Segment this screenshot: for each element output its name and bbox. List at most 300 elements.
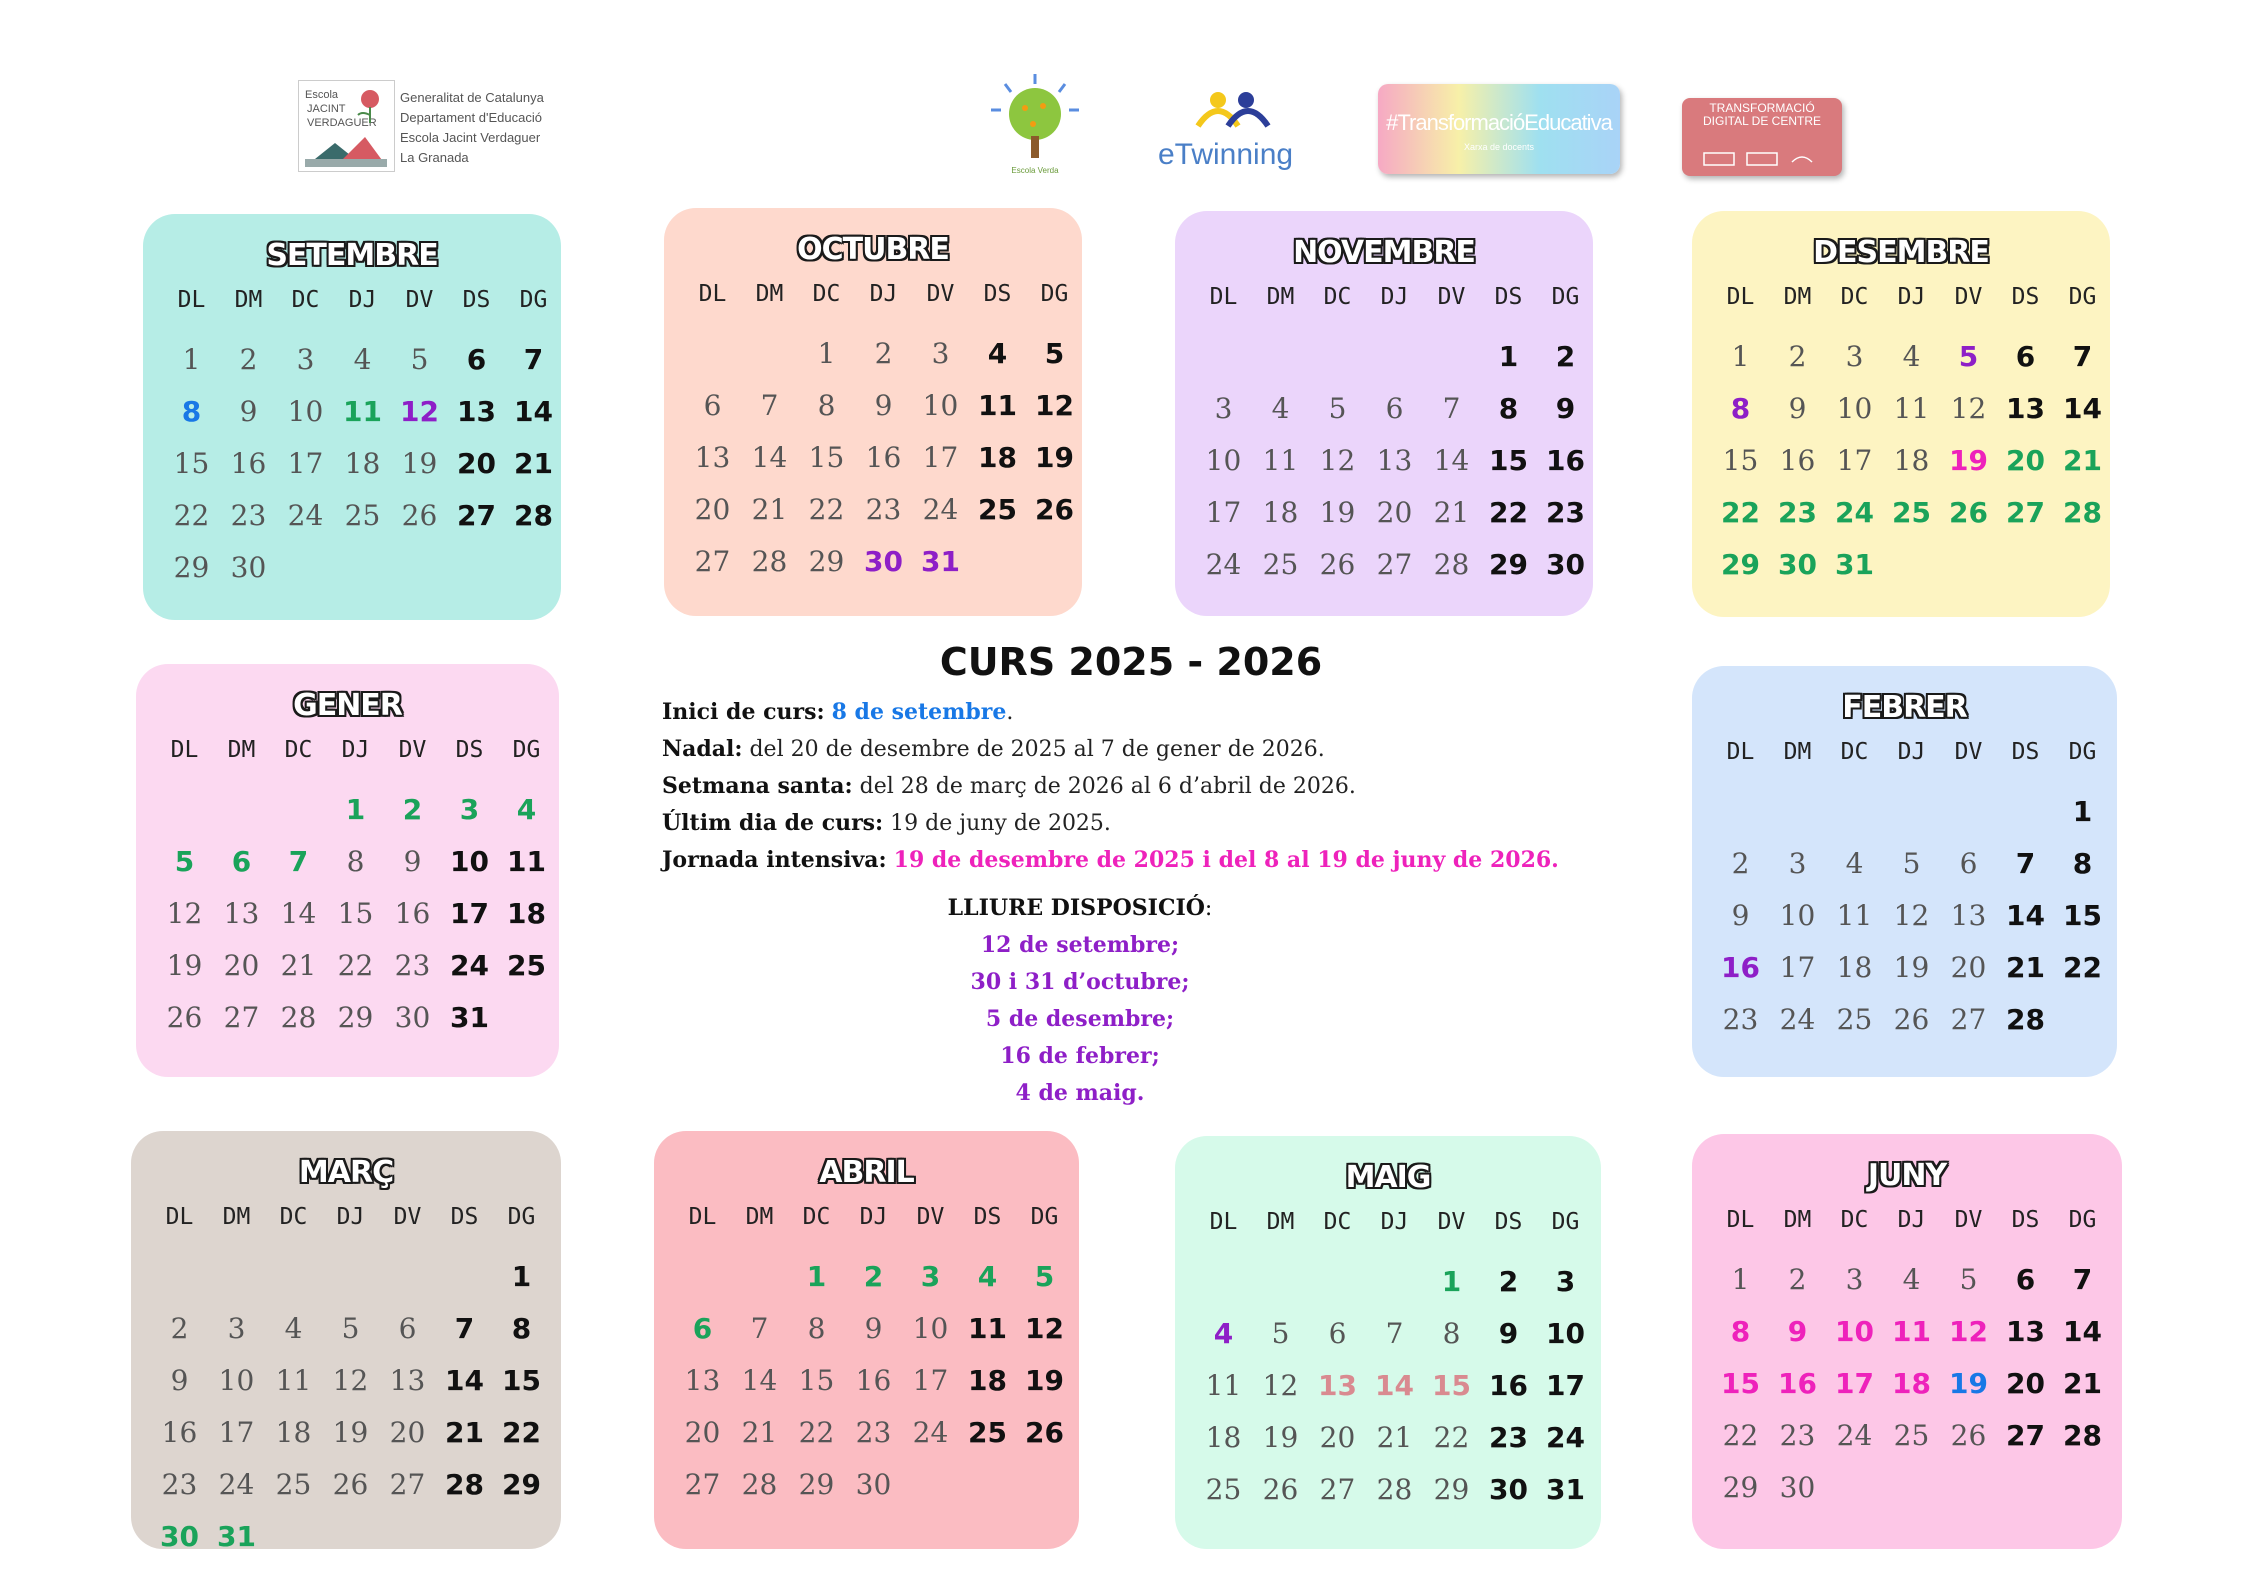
etwinning-icon [1188, 86, 1278, 136]
weekday-header: DJ [336, 1204, 365, 1230]
day-cell: 13 [223, 897, 260, 930]
day-cell: 3 [1555, 1265, 1576, 1298]
day-cell: 23 [855, 1416, 892, 1449]
month-marc [131, 1131, 561, 1553]
day-cell: 24 [1835, 496, 1874, 529]
weekday-header: DS [2011, 1207, 2040, 1233]
day-cell: 24 [1205, 548, 1242, 581]
weekday-header: DS [1494, 1209, 1523, 1235]
weekday-header: DJ [348, 287, 377, 313]
info-line-ultim-dia [662, 805, 1622, 842]
day-cell: 13 [2006, 392, 2045, 425]
day-cell: 13 [2006, 1315, 2045, 1348]
free-days [880, 890, 1280, 1112]
free-day-item: 12 de setembre; [980, 932, 1180, 958]
day-cell: 17 [922, 441, 959, 474]
school-text-line3: Escola Jacint Verdaguer [400, 130, 541, 145]
day-cell: 2 [1555, 340, 1576, 373]
info-label: Jornada intensiva: [662, 847, 887, 873]
day-cell: 30 [1489, 1473, 1528, 1506]
day-cell: 12 [400, 395, 439, 428]
day-cell: 24 [1779, 1003, 1816, 1036]
weekday-header: DG [1551, 1209, 1580, 1235]
day-cell: 30 [1778, 548, 1817, 581]
day-cell: 10 [287, 395, 324, 428]
weekday-header: DJ [1897, 739, 1926, 765]
free-days-title-text: LLIURE DISPOSICIÓ [947, 895, 1205, 921]
day-cell: 9 [1731, 899, 1750, 932]
day-cell: 25 [507, 949, 546, 982]
day-cell: 17 [1835, 1367, 1874, 1400]
day-cell: 25 [275, 1468, 312, 1501]
day-cell: 20 [457, 447, 496, 480]
weekday-header: DV [1954, 739, 1983, 765]
weekday-header: DJ [1897, 284, 1926, 310]
day-cell: 25 [1836, 1003, 1873, 1036]
transformacio-label: #TransformacióEducativa [1386, 110, 1612, 135]
day-cell: 19 [1949, 444, 1988, 477]
day-cell: 8 [1442, 1317, 1461, 1350]
month-grid [1712, 734, 2111, 1046]
day-cell: 6 [2015, 1263, 2036, 1296]
weekday-header: DV [398, 737, 427, 763]
day-cell: 16 [1489, 1369, 1528, 1402]
day-cell: 20 [694, 493, 731, 526]
day-cell: 12 [1319, 444, 1356, 477]
weekday-header: DV [926, 281, 955, 307]
day-cell: 22 [798, 1416, 835, 1449]
weekday-header: DG [512, 737, 541, 763]
weekday-header: DC [1323, 284, 1352, 310]
info-text [887, 848, 894, 873]
day-cell: 28 [280, 1001, 317, 1034]
day-cell: 14 [1375, 1369, 1414, 1402]
day-cell: 4 [1845, 847, 1864, 880]
day-cell: 5 [410, 343, 429, 376]
day-cell: 4 [987, 337, 1008, 370]
day-cell: 11 [1892, 1315, 1931, 1348]
free-day-item: 4 de maig. [1015, 1080, 1145, 1106]
day-cell: 16 [1778, 1367, 1817, 1400]
weekday-header: DL [688, 1204, 717, 1230]
day-cell: 11 [1205, 1369, 1242, 1402]
day-cell: 22 [1721, 496, 1760, 529]
weekday-header: DG [2068, 739, 2097, 765]
day-cell: 7 [1385, 1317, 1404, 1350]
info-line-setmana-santa [662, 768, 1622, 805]
day-cell: 26 [1319, 548, 1356, 581]
day-cell: 30 [230, 551, 267, 584]
weekday-header: DM [227, 737, 256, 763]
day-cell: 21 [1433, 496, 1470, 529]
day-cell: 21 [2006, 951, 2045, 984]
day-cell: 28 [2063, 1419, 2102, 1452]
day-cell: 19 [401, 447, 438, 480]
day-cell: 14 [280, 897, 317, 930]
etwinning-label: eTwinning [1158, 138, 1294, 171]
day-cell: 14 [514, 395, 553, 428]
day-cell: 2 [863, 1260, 884, 1293]
day-cell: 12 [1025, 1312, 1064, 1345]
day-cell: 23 [865, 493, 902, 526]
weekday-header: DL [698, 281, 727, 307]
digital-logo [1682, 98, 1842, 176]
weekday-header: DL [165, 1204, 194, 1230]
weekday-header: DS [2011, 739, 2040, 765]
day-cell: 20 [1950, 951, 1987, 984]
day-cell: 3 [227, 1312, 246, 1345]
day-cell: 14 [445, 1364, 484, 1397]
weekday-header: DJ [1380, 284, 1409, 310]
day-cell: 6 [398, 1312, 417, 1345]
weekday-header: DS [973, 1204, 1002, 1230]
school-logo-line2: JACINT [307, 103, 346, 115]
day-cell: 13 [694, 441, 731, 474]
day-cell: 17 [1205, 496, 1242, 529]
day-cell: 24 [218, 1468, 255, 1501]
day-cell: 20 [1319, 1421, 1356, 1454]
school-text-line4: La Granada [400, 150, 469, 165]
weekday-header: DL [1209, 284, 1238, 310]
info-label: Setmana santa: [662, 773, 853, 799]
day-cell: 3 [1845, 1263, 1864, 1296]
day-cell: 22 [1433, 1421, 1470, 1454]
day-cell: 2 [1788, 1263, 1807, 1296]
weekday-header: DL [1726, 1207, 1755, 1233]
day-cell: 16 [855, 1364, 892, 1397]
day-cell: 23 [1722, 1003, 1759, 1036]
day-cell: 1 [345, 793, 366, 826]
day-cell: 16 [865, 441, 902, 474]
day-cell: 28 [514, 499, 553, 532]
day-cell: 24 [287, 499, 324, 532]
day-cell: 27 [223, 1001, 260, 1034]
weekday-header: DS [462, 287, 491, 313]
day-cell: 27 [2006, 1419, 2045, 1452]
rose-icon [351, 85, 389, 125]
free-day-item: 16 de febrer; [1000, 1043, 1160, 1069]
month-title: DESEMBRE [1813, 235, 1989, 270]
day-cell: 13 [457, 395, 496, 428]
info-text: del 28 de març de 2026 al 6 d’abril de 2026. [852, 774, 1356, 799]
day-cell: 9 [1787, 1315, 1808, 1348]
day-cell: 7 [454, 1312, 475, 1345]
month-grid [1195, 1204, 1594, 1516]
transformacio-sublabel: Xarxa de docents [1463, 142, 1535, 152]
weekday-header: DM [1783, 284, 1812, 310]
day-cell: 26 [1262, 1473, 1299, 1506]
month-title: SETEMBRE [266, 238, 438, 273]
day-cell: 10 [912, 1312, 949, 1345]
day-cell: 17 [287, 447, 324, 480]
transformacio-logo [1378, 84, 1620, 174]
school-logo-line1: Escola [305, 89, 339, 101]
day-cell: 12 [1262, 1369, 1299, 1402]
weekday-header: DV [405, 287, 434, 313]
day-cell: 9 [1788, 392, 1807, 425]
day-cell: 9 [1498, 1317, 1519, 1350]
weekday-header: DM [222, 1204, 251, 1230]
day-cell: 28 [2063, 496, 2102, 529]
course-title: CURS 2025 - 2026 [939, 640, 1323, 684]
day-cell: 11 [1893, 392, 1930, 425]
day-cell: 3 [296, 343, 315, 376]
day-cell: 25 [1893, 1419, 1930, 1452]
month-grid [684, 276, 1083, 588]
devices-icon [1702, 150, 1822, 168]
weekday-header: DV [1954, 1207, 1983, 1233]
day-cell: 7 [2072, 340, 2093, 373]
day-cell: 16 [161, 1416, 198, 1449]
day-cell: 4 [1902, 340, 1921, 373]
day-cell: 18 [1262, 496, 1299, 529]
day-cell: 30 [864, 545, 903, 578]
info-label: Últim dia de curs: [662, 810, 884, 836]
weekday-header: DC [291, 287, 320, 313]
weekday-header: DJ [1380, 1209, 1409, 1235]
day-cell: 22 [337, 949, 374, 982]
day-cell: 17 [1836, 444, 1873, 477]
month-title: GENER [293, 688, 402, 723]
day-cell: 5 [1958, 340, 1979, 373]
day-cell: 16 [230, 447, 267, 480]
day-cell: 23 [161, 1468, 198, 1501]
month-febrer [1692, 666, 2117, 1077]
day-cell: 19 [166, 949, 203, 982]
day-cell: 13 [1376, 444, 1413, 477]
day-cell: 21 [445, 1416, 484, 1449]
day-cell: 14 [751, 441, 788, 474]
day-cell: 18 [1205, 1421, 1242, 1454]
day-cell: 23 [1778, 496, 1817, 529]
month-title: MAIG [1345, 1160, 1431, 1195]
day-cell: 29 [173, 551, 210, 584]
day-cell: 11 [968, 1312, 1007, 1345]
day-cell: 10 [1546, 1317, 1585, 1350]
school-text-line1: Generalitat de Catalunya [400, 90, 544, 105]
free-days-title [880, 890, 1280, 927]
month-title: FEBRER [1842, 690, 1967, 725]
day-cell: 2 [1731, 847, 1750, 880]
weekday-header: DL [1726, 284, 1755, 310]
day-cell: 5 [174, 845, 195, 878]
month-title: NOVEMBRE [1293, 235, 1475, 270]
day-cell: 29 [1433, 1473, 1470, 1506]
day-cell: 27 [389, 1468, 426, 1501]
weekday-header: DG [1030, 1204, 1059, 1230]
day-cell: 8 [346, 845, 365, 878]
day-cell: 21 [751, 493, 788, 526]
day-cell: 19 [1262, 1421, 1299, 1454]
day-cell: 17 [1779, 951, 1816, 984]
day-cell: 5 [341, 1312, 360, 1345]
day-cell: 12 [1950, 392, 1987, 425]
day-cell: 26 [1949, 496, 1988, 529]
month-grid [156, 732, 555, 1044]
info-line-inici [662, 694, 1622, 731]
day-cell: 1 [806, 1260, 827, 1293]
day-cell: 8 [181, 395, 202, 428]
day-cell: 3 [459, 793, 480, 826]
weekday-header: DC [812, 281, 841, 307]
day-cell: 14 [2063, 392, 2102, 425]
info-text: 19 de juny de 2025. [883, 811, 1111, 836]
day-cell: 25 [1205, 1473, 1242, 1506]
day-cell: 25 [1892, 496, 1931, 529]
day-cell: 11 [978, 389, 1017, 422]
day-cell: 8 [2072, 847, 2093, 880]
weekday-header: DV [1437, 284, 1466, 310]
weekday-header: DV [1954, 284, 1983, 310]
day-cell: 1 [1498, 340, 1519, 373]
day-cell: 18 [1836, 951, 1873, 984]
day-cell: 4 [1271, 392, 1290, 425]
day-cell: 11 [275, 1364, 312, 1397]
weekday-header: DL [1209, 1209, 1238, 1235]
free-day-item: 30 i 31 d’octubre; [970, 969, 1190, 995]
day-cell: 15 [337, 897, 374, 930]
weekday-header: DC [1840, 739, 1869, 765]
day-cell: 7 [750, 1312, 769, 1345]
day-cell: 15 [1721, 1367, 1760, 1400]
day-cell: 10 [1205, 444, 1242, 477]
day-cell: 6 [692, 1312, 713, 1345]
weekday-header: DV [916, 1204, 945, 1230]
weekday-header: DJ [869, 281, 898, 307]
day-cell: 5 [1044, 337, 1065, 370]
weekday-header: DG [1551, 284, 1580, 310]
month-gener [136, 664, 559, 1077]
day-cell: 30 [855, 1468, 892, 1501]
day-cell: 1 [182, 343, 201, 376]
day-cell: 26 [1035, 493, 1074, 526]
day-cell: 30 [1779, 1471, 1816, 1504]
day-cell: 3 [920, 1260, 941, 1293]
day-cell: 29 [337, 1001, 374, 1034]
day-cell: 4 [353, 343, 372, 376]
day-cell: 6 [2015, 340, 2036, 373]
free-day-item: 5 de desembre; [985, 1006, 1175, 1032]
weekday-header: DC [1323, 1209, 1352, 1235]
day-cell: 25 [968, 1416, 1007, 1449]
day-cell: 11 [1836, 899, 1873, 932]
day-cell: 18 [1892, 1367, 1931, 1400]
info-line-nadal [662, 731, 1622, 768]
weekday-header: DG [2068, 284, 2097, 310]
month-title: ABRIL [819, 1155, 914, 1190]
day-cell: 17 [450, 897, 489, 930]
day-cell: 15 [1432, 1369, 1471, 1402]
day-cell: 9 [874, 389, 893, 422]
day-cell: 29 [808, 545, 845, 578]
weekday-header: DM [1783, 739, 1812, 765]
weekday-header: DJ [859, 1204, 888, 1230]
day-cell: 1 [817, 337, 836, 370]
school-logo [298, 80, 395, 172]
day-cell: 27 [1950, 1003, 1987, 1036]
day-cell: 20 [1376, 496, 1413, 529]
weekday-header: DM [1783, 1207, 1812, 1233]
day-cell: 6 [231, 845, 252, 878]
day-cell: 8 [1498, 392, 1519, 425]
day-cell: 21 [2063, 1367, 2102, 1400]
info-highlight: 8 de setembre [831, 699, 1007, 725]
day-cell: 22 [808, 493, 845, 526]
day-cell: 19 [1949, 1367, 1988, 1400]
day-cell: 14 [2006, 899, 2045, 932]
day-cell: 18 [344, 447, 381, 480]
day-cell: 21 [2063, 444, 2102, 477]
day-cell: 23 [1779, 1419, 1816, 1452]
day-cell: 5 [1271, 1317, 1290, 1350]
day-cell: 1 [511, 1260, 532, 1293]
day-cell: 4 [1213, 1317, 1234, 1350]
day-cell: 18 [275, 1416, 312, 1449]
day-cell: 10 [1836, 392, 1873, 425]
day-cell: 28 [445, 1468, 484, 1501]
day-cell: 16 [1721, 951, 1760, 984]
day-cell: 28 [1433, 548, 1470, 581]
day-cell: 31 [1835, 548, 1874, 581]
day-cell: 11 [343, 395, 382, 428]
day-cell: 12 [332, 1364, 369, 1397]
day-cell: 15 [173, 447, 210, 480]
day-cell: 30 [160, 1520, 199, 1553]
day-cell: 14 [741, 1364, 778, 1397]
info-text [825, 700, 832, 725]
day-cell: 6 [466, 343, 487, 376]
day-cell: 6 [1328, 1317, 1347, 1350]
day-cell: 3 [1845, 340, 1864, 373]
day-cell: 23 [1546, 496, 1585, 529]
day-cell: 5 [1328, 392, 1347, 425]
day-cell: 26 [332, 1468, 369, 1501]
course-info [662, 640, 1622, 879]
digital-label: TRANSFORMACIÓ DIGITAL DE CENTRE [1702, 101, 1821, 128]
weekday-header: DM [755, 281, 784, 307]
day-cell: 31 [1546, 1473, 1585, 1506]
day-cell: 29 [1722, 1471, 1759, 1504]
day-cell: 4 [977, 1260, 998, 1293]
day-cell: 15 [1722, 444, 1759, 477]
weekday-header: DV [393, 1204, 422, 1230]
weekday-header: DM [745, 1204, 774, 1230]
day-cell: 21 [280, 949, 317, 982]
day-cell: 13 [1318, 1369, 1357, 1402]
day-cell: 29 [502, 1468, 541, 1501]
day-cell: 21 [1376, 1421, 1413, 1454]
weekday-header: DC [1840, 1207, 1869, 1233]
day-cell: 31 [921, 545, 960, 578]
day-cell: 18 [1893, 444, 1930, 477]
day-cell: 8 [807, 1312, 826, 1345]
day-cell: 23 [394, 949, 431, 982]
day-cell: 19 [1025, 1364, 1064, 1397]
day-cell: 21 [514, 447, 553, 480]
day-cell: 13 [389, 1364, 426, 1397]
day-cell: 25 [978, 493, 1017, 526]
day-cell: 12 [1035, 389, 1074, 422]
day-cell: 3 [1788, 847, 1807, 880]
day-cell: 24 [1836, 1419, 1873, 1452]
day-cell: 22 [173, 499, 210, 532]
day-cell: 31 [217, 1520, 256, 1553]
day-cell: 20 [2006, 444, 2045, 477]
info-text: del 20 de desembre de 2025 al 7 de gener de 2026. [742, 737, 1325, 762]
weekday-header: DM [1266, 1209, 1295, 1235]
day-cell: 15 [808, 441, 845, 474]
day-cell: 13 [684, 1364, 721, 1397]
